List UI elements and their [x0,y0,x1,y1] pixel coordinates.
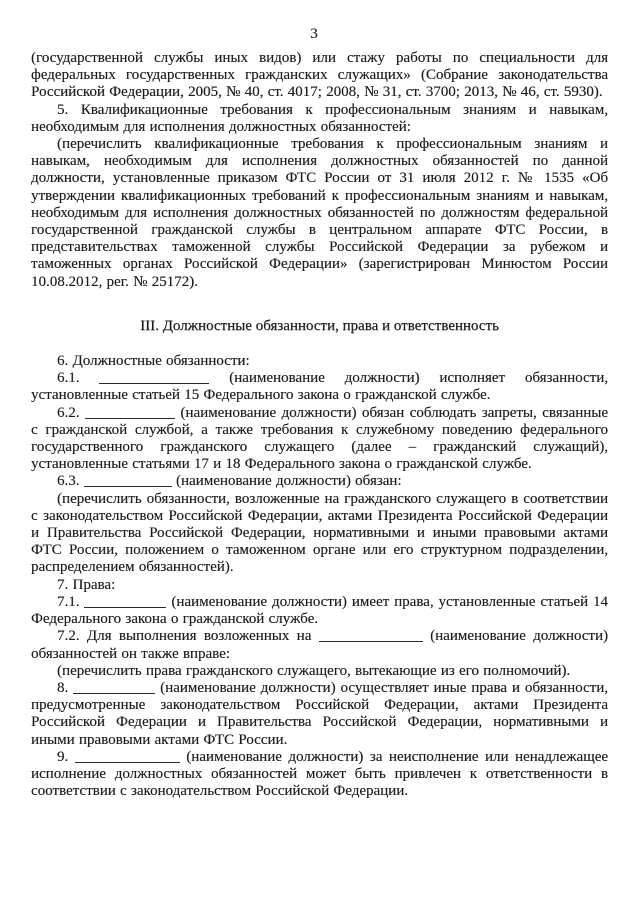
paragraph-continuation [31,50,608,102]
text-run: 9. [57,748,75,765]
text-run: (наименование должности) за неисполнение или ненадлежащее исполнение должностных обязанностей может быть привлечен к ответственности в соответствии с законодательством Российской Федерации. [31,748,609,800]
section-iii-heading [31,318,608,335]
text-run: 6.1. [57,370,100,387]
fill-in-blank-line [73,681,155,694]
paragraph-7 [31,577,608,594]
fill-in-blank-line [85,406,175,419]
fill-in-blank-line [75,750,180,763]
fill-in-blank-line [84,474,172,487]
text-run: 7. Права: [57,576,116,593]
paragraph-6-2 [31,405,608,474]
paragraph-8 [31,680,608,749]
paragraph-9 [31,749,608,801]
text-run: 7.2. Для выполнения возложенных на [57,628,319,645]
paragraph-6-1 [31,370,608,404]
text-run: (наименование должности) исполняет обязанности, установленные статьей 15 Федерального закона о гражданской службе. [31,370,608,404]
document-body [31,50,608,800]
text-run: 6. Должностные обязанности: [57,353,250,370]
text-run: 6.3. [57,473,84,490]
text-run: (наименование должности) обязанностей он также вправе: [31,628,609,662]
text-run: (наименование должности) имеет права, установленные статьей 14 Федерального закона о гражданской службе. [31,593,609,628]
paragraph-7-2 [31,628,608,662]
text-run: 8. [57,679,74,696]
paragraph-5 [31,102,608,136]
text-run: (государственной службы иных видов) или стажу работы по специальности для федеральных государственных гражданских служащих» (Собрание законодательства Российской Федерации, 2005, № 40, ст. 4017; 2008, № 31, ст. 3700; 2013, № 46, ст. 5930). [31,50,608,101]
text-run: (наименование должности) обязан: [171,473,402,490]
paragraph-6-3-note [31,491,608,577]
text-run: 6.2. [57,404,85,421]
paragraph-7-2-note [31,663,608,680]
fill-in-blank-line [84,595,166,608]
text-run: III. Должностные обязанности, права и ответственность [140,317,499,334]
page-number: 3 [310,26,318,42]
fill-in-blank-line [99,371,209,384]
paragraph-7-1 [31,594,608,628]
paragraph-6-3 [31,473,608,490]
text-run: (наименование должности) осуществляет иные права и обязанности, предусмотренные законодательством Российской Федерации, актами Президента Российской Федерации и Правительства Российской Федерации, нормативными и иными правовыми актами ФТС России. [31,679,608,748]
paragraph-6 [31,353,608,370]
text-run: 7.1. [57,593,85,610]
text-run: (перечислить квалификационные требования к профессиональным знаниям и навыкам, необходимым для исполнения должностных обязанностей по данной должности, установленные приказом ФТС России от 31 июля 2012 г. № 1535 «Об утверждении квалификационных требований к профессиональным знаниям и навыкам, необходимым для исполнения должностных обязанностей по должностям федеральной государственной гражданской службы в центральном аппарате ФТС России, в представительствах таможенной службы Российской Федерации за рубежом и таможенных органах Российской Федерации» (зарегистрирован Минюстом России 10.08.2012, рег. № 25172). [31,136,608,290]
text-run: 5. Квалификационные требования к профессиональным знаниям и навыкам, необходимым для исполнения должностных обязанностей: [31,101,608,135]
text-run: (перечислить права гражданского служащего, вытекающие из его полномочий). [57,662,571,679]
text-run: (перечислить обязанности, возложенные на гражданского служащего в соответствии с законодательством Российской Федерации, актами Президента Российской Федерации и Правительства Российской Федерации, нормативными и иными правовыми актами ФТС России, положением о таможенном органе или его структурном подразделении, распределением обязанностей). [31,490,608,576]
text-run: (наименование должности) обязан соблюдать запреты, связанные с гражданской службой, а также требования к служебному поведению федерального государственного гражданского служащего (далее – гражданский служащий), установленные статьями 17 и 18 Федерального закона о гражданской службе. [31,404,608,473]
fill-in-blank-line [319,629,423,642]
paragraph-5-note [31,136,608,291]
